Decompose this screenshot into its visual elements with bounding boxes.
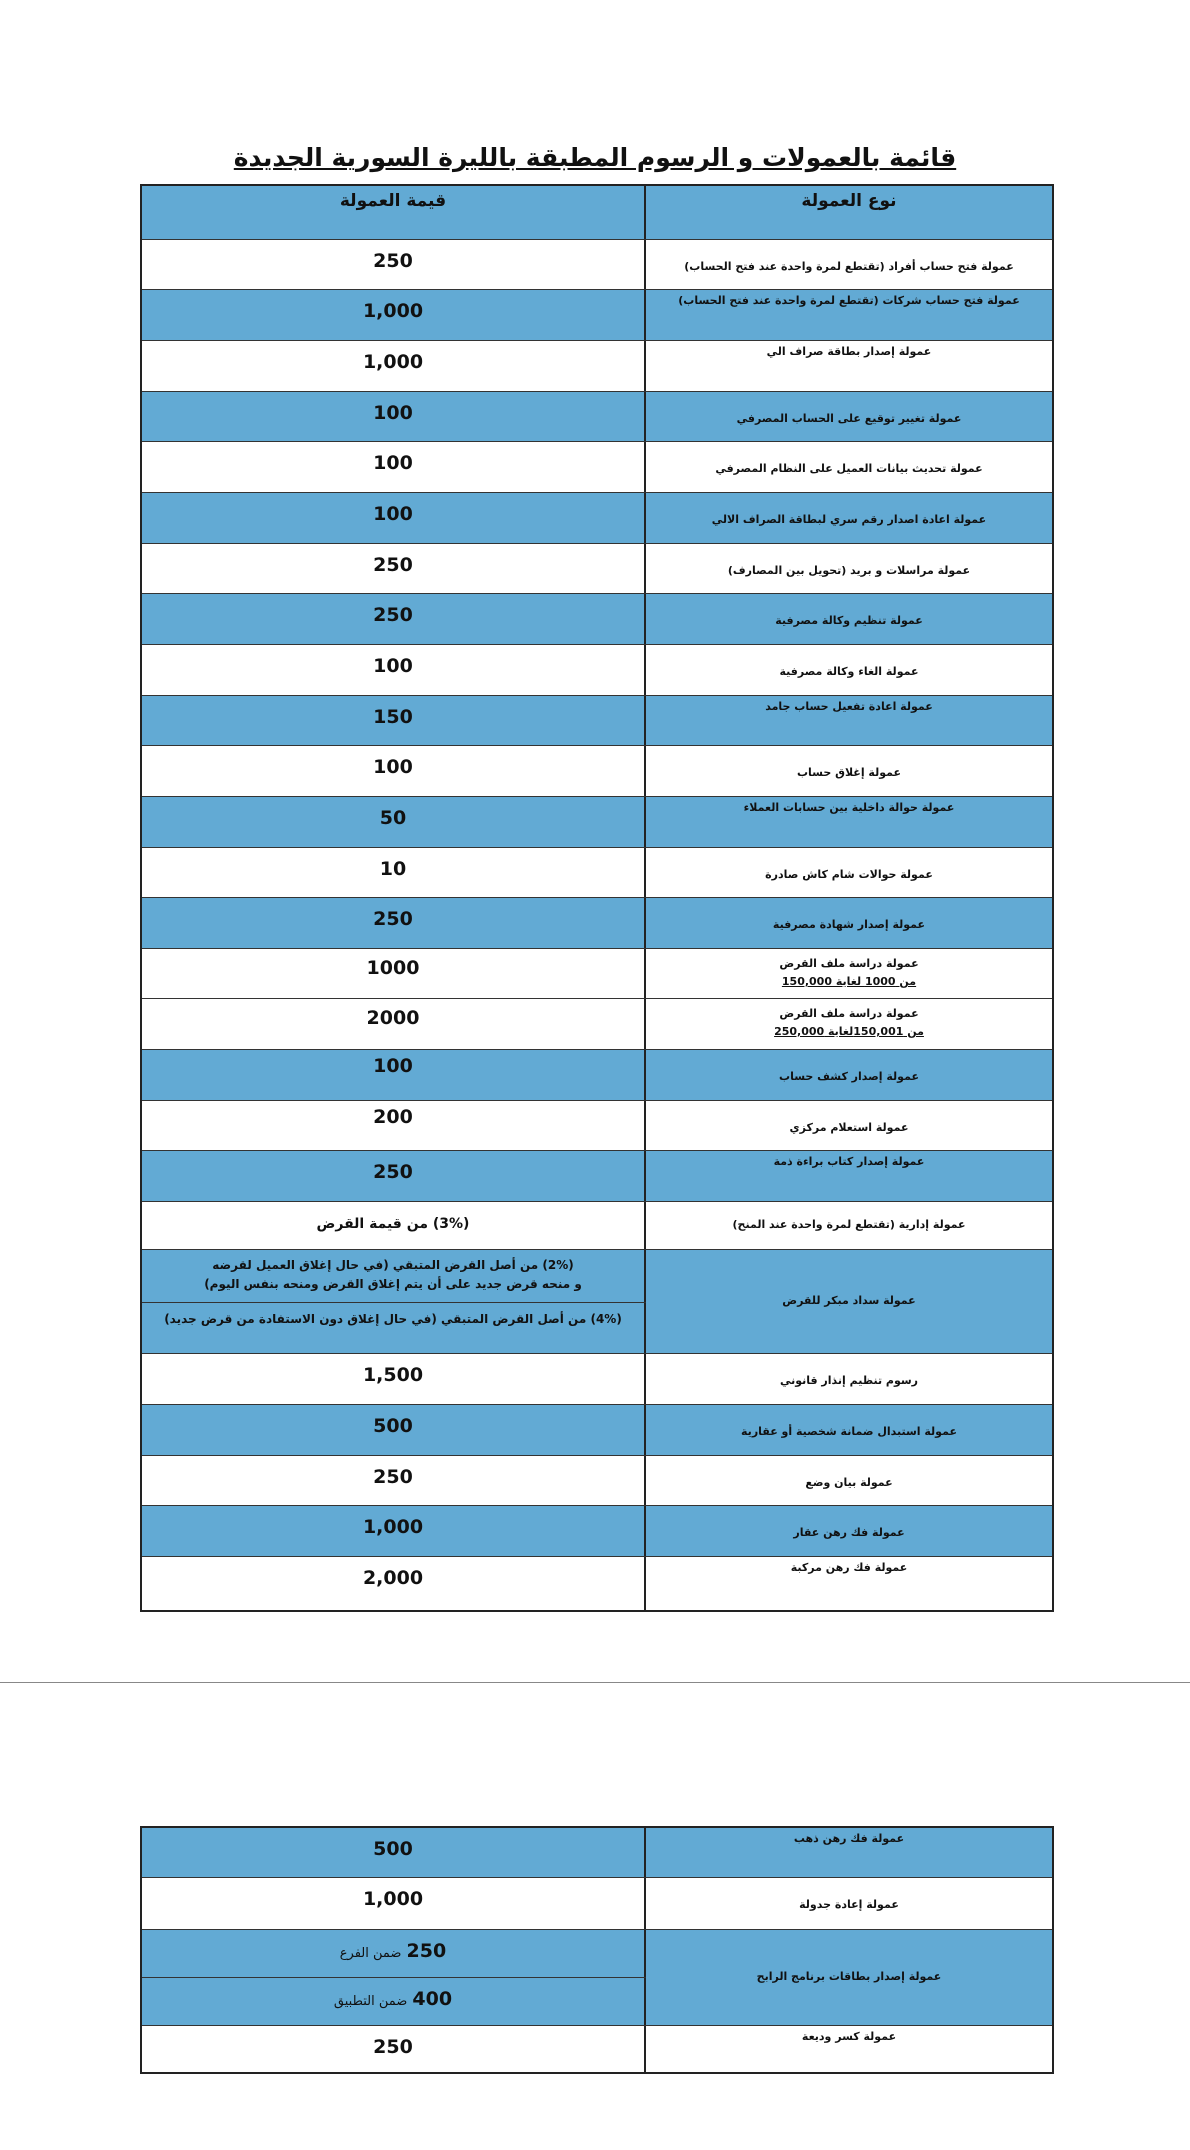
row-value: 1,000: [362, 1516, 424, 1538]
row-type: عمولة دراسة ملف القرض من 150,001لغاية 250,000: [646, 1005, 1052, 1041]
commission-table-continued: [140, 1826, 1054, 2074]
row-type: عمولة اعادة تفعيل حساب جامد: [765, 700, 933, 713]
row-value: 100: [373, 452, 413, 474]
table-row: [142, 1202, 1052, 1250]
table-row: [142, 1930, 1052, 2026]
row-type: عمولة تنظيم وكالة مصرفية: [775, 614, 923, 627]
row-value: 250: [373, 1466, 413, 1488]
row-type: عمولة تحديث بيانات العميل على النظام المصرفي: [715, 462, 983, 475]
row-type-range: من 150,001لغاية 250,000: [774, 1025, 924, 1038]
row-type: عمولة حوالة داخلية بين حسابات العملاء: [743, 801, 955, 814]
header-value: قيمة العمولة: [339, 191, 447, 211]
table-row: [142, 442, 1052, 493]
early-repayment-option-b: (4%) من أصل القرض المتبقي (في حال إغلاق دون الاستفادة من قرض جديد): [164, 1312, 622, 1326]
row-type: عمولة استبدال ضمانة شخصية أو عقارية: [741, 1425, 957, 1438]
table-row: [142, 1151, 1052, 1202]
row-type: عمولة إدارية (تقتطع لمرة واحدة عند المنح): [732, 1218, 966, 1231]
row-type: عمولة إعادة جدولة: [799, 1898, 899, 1911]
table-row: [142, 1354, 1052, 1405]
header-type: نوع العمولة: [801, 191, 897, 211]
row-value: 500: [373, 1838, 413, 1860]
table-row: [142, 746, 1052, 797]
table-row: [142, 544, 1052, 594]
row-type: عمولة إغلاق حساب: [796, 766, 902, 779]
row-type: عمولة دراسة ملف القرض من 1000 لغاية 150,000: [646, 955, 1052, 991]
row-type: عمولة حوالات شام كاش صادرة: [765, 868, 933, 881]
commission-table: [140, 184, 1054, 1612]
table-row: [142, 898, 1052, 949]
row-type: عمولة استعلام مركزي: [789, 1121, 909, 1134]
row-value: (3%) من قيمة القرض: [316, 1216, 470, 1232]
row-value: 250: [373, 604, 413, 626]
row-type: رسوم تنظيم إنذار قانوني: [779, 1374, 919, 1387]
row-value: 50: [379, 807, 407, 829]
table-row: [142, 1250, 1052, 1354]
row-type: عمولة إصدار بطاقة صراف الي: [766, 345, 932, 358]
row-value: 100: [373, 503, 413, 525]
table-row: [142, 797, 1052, 848]
table-row: [142, 1878, 1052, 1930]
table-row: [142, 645, 1052, 696]
row-type: عمولة سداد مبكر للقرض: [782, 1294, 916, 1307]
row-value: 2000: [366, 1007, 420, 1029]
row-value: 100: [373, 1055, 413, 1077]
table-row: [142, 949, 1052, 999]
row-value: 1,000: [362, 351, 424, 373]
table-row: [142, 1828, 1052, 1878]
row-type: عمولة إصدار بطاقات برنامج الرابح: [756, 1970, 942, 1983]
row-type: عمولة فك رهن عقار: [793, 1526, 905, 1539]
cell-divider: [142, 1977, 646, 1978]
table-row: [142, 848, 1052, 898]
table-row: [142, 392, 1052, 442]
row-value: 250: [373, 554, 413, 576]
row-value: 1000: [366, 957, 420, 979]
row-type: عمولة اعادة اصدار رقم سري لبطاقة الصراف الالي: [711, 513, 987, 526]
row-type: عمولة الغاء وكالة مصرفية: [779, 665, 919, 678]
cell-divider: [142, 1302, 646, 1303]
row-value: 500: [373, 1415, 413, 1437]
row-type: عمولة بيان وضع: [805, 1476, 893, 1489]
row-value: 2,000: [362, 1567, 424, 1589]
page-title: قائمة بالعمولات و الرسوم المطبقة بالليرة السورية الجديدة: [233, 143, 957, 172]
row-type: عمولة كسر وديعة: [801, 2030, 897, 2043]
row-type: عمولة فك رهن ذهب: [793, 1832, 905, 1845]
row-value: 100: [373, 402, 413, 424]
row-value: 250: [373, 250, 413, 272]
row-type: عمولة إصدار شهادة مصرفية: [772, 918, 926, 931]
row-type: عمولة فتح حساب شركات (تقتطع لمرة واحدة عند فتح الحساب): [678, 294, 1020, 307]
card-fee-app: 400 ضمن التطبيق: [333, 1988, 453, 2010]
row-type: عمولة إصدار كشف حساب: [779, 1070, 919, 1083]
table-row: [142, 1557, 1052, 1610]
row-value: 1,000: [362, 300, 424, 322]
row-value: 250: [373, 908, 413, 930]
row-value: 100: [373, 655, 413, 677]
table-row: [142, 1101, 1052, 1151]
table-header-row: [142, 186, 1052, 240]
row-type: عمولة تغيير توقيع على الحساب المصرفي: [736, 412, 962, 425]
table-row: [142, 493, 1052, 544]
table-row: [142, 1506, 1052, 1557]
table-row: [142, 1405, 1052, 1456]
row-type: عمولة فك رهن مركبة: [790, 1561, 908, 1574]
row-type: عمولة فتح حساب أفراد (تقتطع لمرة واحدة عند فتح الحساب): [684, 260, 1014, 273]
table-row: [142, 240, 1052, 290]
row-value: 200: [373, 1106, 413, 1128]
table-row: [142, 1050, 1052, 1101]
row-type-range: من 1000 لغاية 150,000: [781, 975, 917, 988]
table-row: [142, 696, 1052, 746]
table-row: [142, 999, 1052, 1050]
row-value: 1,000: [362, 1888, 424, 1910]
row-type: عمولة إصدار كتاب براءة ذمة: [773, 1155, 925, 1168]
table-row: [142, 1456, 1052, 1506]
early-repayment-option-a: (2%) من أصل القرض المتبقي (في حال إغلاق العميل لقرضه و منحه قرض جديد على أن يتم إغلاق القرض ومنحه بنفس اليوم): [204, 1258, 582, 1291]
row-type: عمولة مراسلات و بريد (تحويل بين المصارف): [727, 564, 971, 577]
row-value: 100: [373, 756, 413, 778]
row-value: 150: [373, 706, 413, 728]
row-value: 1,500: [362, 1364, 424, 1386]
table-row: [142, 341, 1052, 392]
card-fee-branch: 250 ضمن الفرع: [339, 1940, 447, 1962]
table-row: [142, 2026, 1052, 2072]
row-value: 10: [379, 858, 407, 880]
table-row: [142, 594, 1052, 645]
page-divider: [0, 1682, 1190, 1683]
row-value: 250: [373, 1161, 413, 1183]
table-row: [142, 290, 1052, 341]
row-value: 250: [373, 2036, 413, 2058]
